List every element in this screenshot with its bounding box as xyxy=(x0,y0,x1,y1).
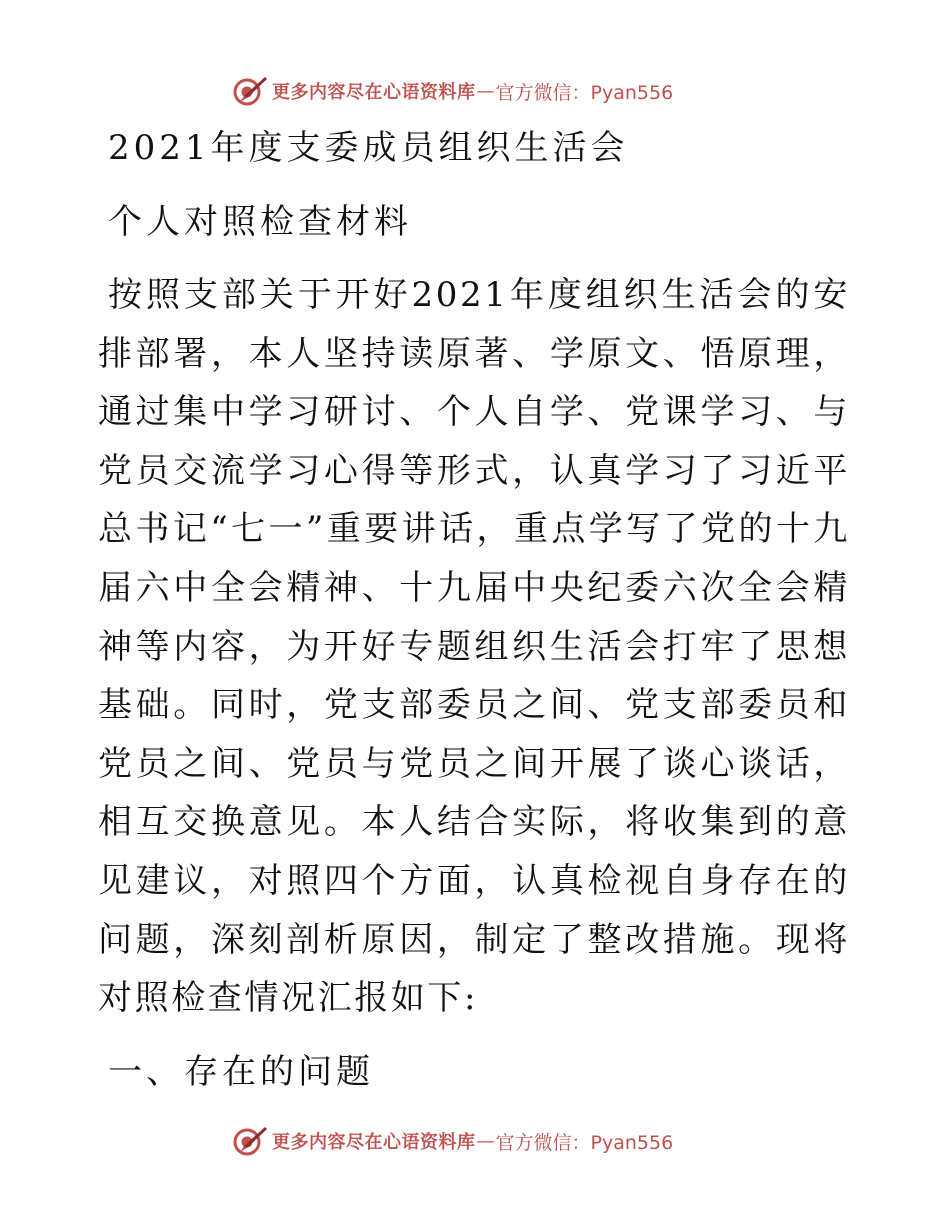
watermark-account: 官方微信：Pyan556 xyxy=(495,81,674,104)
watermark-header xyxy=(232,74,673,108)
watermark-footer xyxy=(232,1124,673,1158)
watermark-text: 更多内容尽在心语资料库 xyxy=(272,82,476,103)
document-body xyxy=(98,118,850,1102)
watermark-separator: — xyxy=(476,1130,495,1152)
watermark-text: 更多内容尽在心语资料库 xyxy=(272,1132,476,1153)
watermark-separator: — xyxy=(476,80,495,102)
watermark-account: 官方微信：Pyan556 xyxy=(495,1131,674,1154)
intro-paragraph: 按照支部关于开好2021年度组织生活会的安排部署，本人坚持读原著、学原文、悟原理，通过集中学习研讨、个人自学、党课学习、与党员交流学习心得等形式，认真学习了习近平总书记“七一”重要讲话，重点学写了党的十九届六中全会精神、十九届中央纪委六次全会精神等内容，为开好专题组织生活会打牢了思想基础。同时，党支部委员之间、党支部委员和党员之间、党员与党员之间开展了谈心谈话，相互交换意见。本人结合实际，将收集到的意见建议，对照四个方面，认真检视自身存在的问题，深刻剖析原因，制定了整改措施。现将对照检查情况汇报如下: xyxy=(98,275,850,1019)
document-subtitle: 个人对照检查材料 xyxy=(108,202,412,242)
section-heading: 一、存在的问题 xyxy=(108,1051,374,1092)
quill-pen-seal-icon xyxy=(232,74,268,108)
quill-pen-seal-icon xyxy=(232,1124,268,1158)
document-title: 2021年度支委成员组织生活会 xyxy=(108,128,629,168)
